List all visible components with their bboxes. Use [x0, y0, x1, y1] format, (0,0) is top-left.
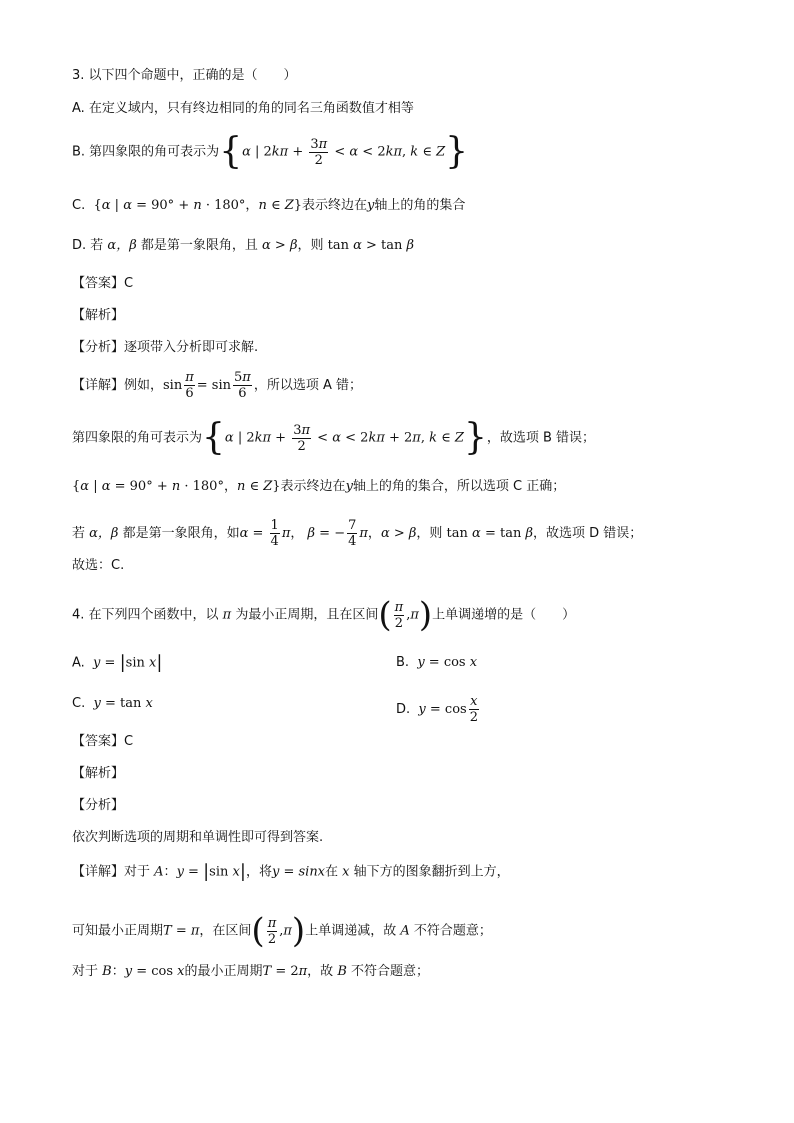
q3-detail-line4: 若 α，β 都是第一象限角，如α = $\frac{1}{4}$ π， β = − $\frac{7}{4}$ π，α > β，则 tan α = tan β，故选项 D 错误； — [72, 518, 643, 549]
q4-answer: 【答案】C — [72, 734, 134, 749]
fraction: $\frac{3\pi}{2}$ — [310, 136, 328, 168]
right-brace: } — [445, 131, 469, 172]
q4-option-d: D. y = cos $\frac{x}{2}$ — [396, 694, 478, 725]
q3-option-b-label: B. 第四象限的角可表示为 — [72, 144, 220, 160]
q4-detail-line2-text1: ，在区间 — [199, 923, 252, 939]
q4-stem-text3: 上单调递增的是（ ） — [432, 607, 576, 623]
q3-answer: 【答案】C — [72, 276, 134, 291]
q3-detail-line3: {α | α = 90° + n · 180°，n ∈ Z}表示终边在y轴上的角的集合，所以选项 C 正确； — [72, 479, 566, 494]
q3-option-d-text2: ，则 — [297, 238, 324, 253]
q3-detail-text: ，所以选项 A 错； — [253, 378, 362, 393]
q4-detail-line2-text2: 上单调递减，故 — [305, 923, 397, 939]
q4-detail-text2: 在 — [325, 864, 339, 880]
q3-detail-line4-text3: ，故选项 D 错误； — [532, 526, 643, 541]
q4-option-c-label: C. — [72, 696, 86, 711]
q4-detail-line3-text2: ，故 — [307, 964, 334, 979]
q3-stem: 3. 以下四个命题中，正确的是（ ） — [72, 68, 297, 83]
q4-detail-line2-label: 可知最小正周期 — [72, 923, 164, 939]
q4-detail-line1: 【详解】对于 A：y = |sin x|，将y = sinx在 x 轴下方的图象翻折到上方， — [72, 861, 510, 882]
q3-detail-line2-text: ，故选项 B 错误； — [486, 430, 596, 446]
q4-option-a-label: A. — [72, 655, 85, 671]
q4-option-b-label: B. — [396, 655, 410, 670]
q3-option-c-end: 轴上的角的集合 — [374, 198, 466, 213]
q4-detail-line3-text3: 不符合题意； — [351, 964, 430, 979]
q3-jiexi-heading: 【解析】 — [72, 308, 125, 323]
q4-stem-text1: 4. 在下列四个函数中，以 — [72, 607, 219, 623]
q4-option-a: A. y = |sin x| — [72, 652, 163, 673]
q4-detail-line3-text1: 的最小正周期 — [184, 964, 263, 979]
q3-fenxi: 【分析】逐项带入分析即可求解. — [72, 340, 259, 355]
q3-detail-line4-label: 若 — [72, 526, 86, 541]
q3-option-c-label: C. — [72, 198, 86, 213]
q3-detail-line3-end: 轴上的角的集合，所以选项 C 正确； — [352, 479, 566, 494]
q4-jiexi-heading: 【解析】 — [72, 766, 125, 781]
q3-option-a: A. 在定义域内，只有终边相同的角的同名三角函数值才相等 — [72, 101, 414, 116]
q4-stem: 4. 在下列四个函数中，以 π 为最小正周期，且在区间( $\frac{\pi}{2}$ ,π)上单调递增的是（ ） — [72, 595, 576, 635]
q3-detail-line2-label: 第四象限的角可表示为 — [72, 430, 203, 446]
q4-detail-text1: ，将 — [245, 864, 272, 880]
q3-detail-line4-text1: 都是第一象限角，如 — [122, 526, 240, 541]
q4-fenxi-text: 依次判断选项的周期和单调性即可得到答案. — [72, 830, 324, 845]
q4-detail-line2: 可知最小正周期T = π，在区间( $\frac{\pi}{2}$ ,π)上单调递减，故 A 不符合题意； — [72, 911, 492, 951]
q3-option-c-text: 表示终边在 — [302, 198, 368, 213]
q4-detail-text3: 轴下方的图象翻折到上方， — [353, 864, 510, 880]
q3-option-d-label: D. 若 — [72, 238, 104, 253]
q3-option-c: C. {α | α = 90° + n · 180°，n ∈ Z}表示终边在y轴上的角的集合 — [72, 198, 466, 213]
q4-detail-line3-label: 对于 — [72, 964, 99, 979]
q3-detail-line3-text: 表示终边在 — [280, 479, 346, 494]
q3-detail-line4-text2: ，则 — [416, 526, 443, 541]
q4-option-b: B. y = cos x — [396, 655, 478, 670]
q4-option-c: C. y = tan x — [72, 696, 153, 711]
left-brace: { — [219, 131, 243, 172]
q4-detail-label: 【详解】对于 — [72, 864, 151, 880]
q3-option-d: D. 若 α，β 都是第一象限角，且 α > β，则 tan α > tan β — [72, 238, 415, 253]
q4-detail-line3: 对于 B：y = cos x的最小正周期T = 2π，故 B 不符合题意； — [72, 964, 430, 979]
q4-fenxi-heading: 【分析】 — [72, 798, 125, 813]
q4-stem-text2: 为最小正周期，且在区间 — [235, 607, 379, 623]
q3-detail-label: 【详解】例如， — [72, 378, 164, 393]
q4-option-d-label: D. — [396, 702, 411, 717]
q3-conclusion: 故选：C. — [72, 558, 125, 573]
q4-detail-line2-text3: 不符合题意； — [413, 923, 492, 939]
q3-option-d-text1: 都是第一象限角，且 — [140, 238, 258, 253]
q3-detail-line1: 【详解】例如，sin $\frac{\pi}{6}$ = sin $\frac{5\pi}{6}$ ，所以选项 A 错； — [72, 370, 362, 401]
q3-detail-line2: 第四象限的角可表示为{α | 2kπ + $\frac{3\pi}{2}$ < α < 2kπ + 2π, k ∈ Z}，故选项 B 错误； — [72, 417, 596, 458]
q3-option-b: B. 第四象限的角可表示为{α | 2kπ + $\frac{3\pi}{2}$ < α < 2kπ, k ∈ Z} — [72, 131, 469, 172]
